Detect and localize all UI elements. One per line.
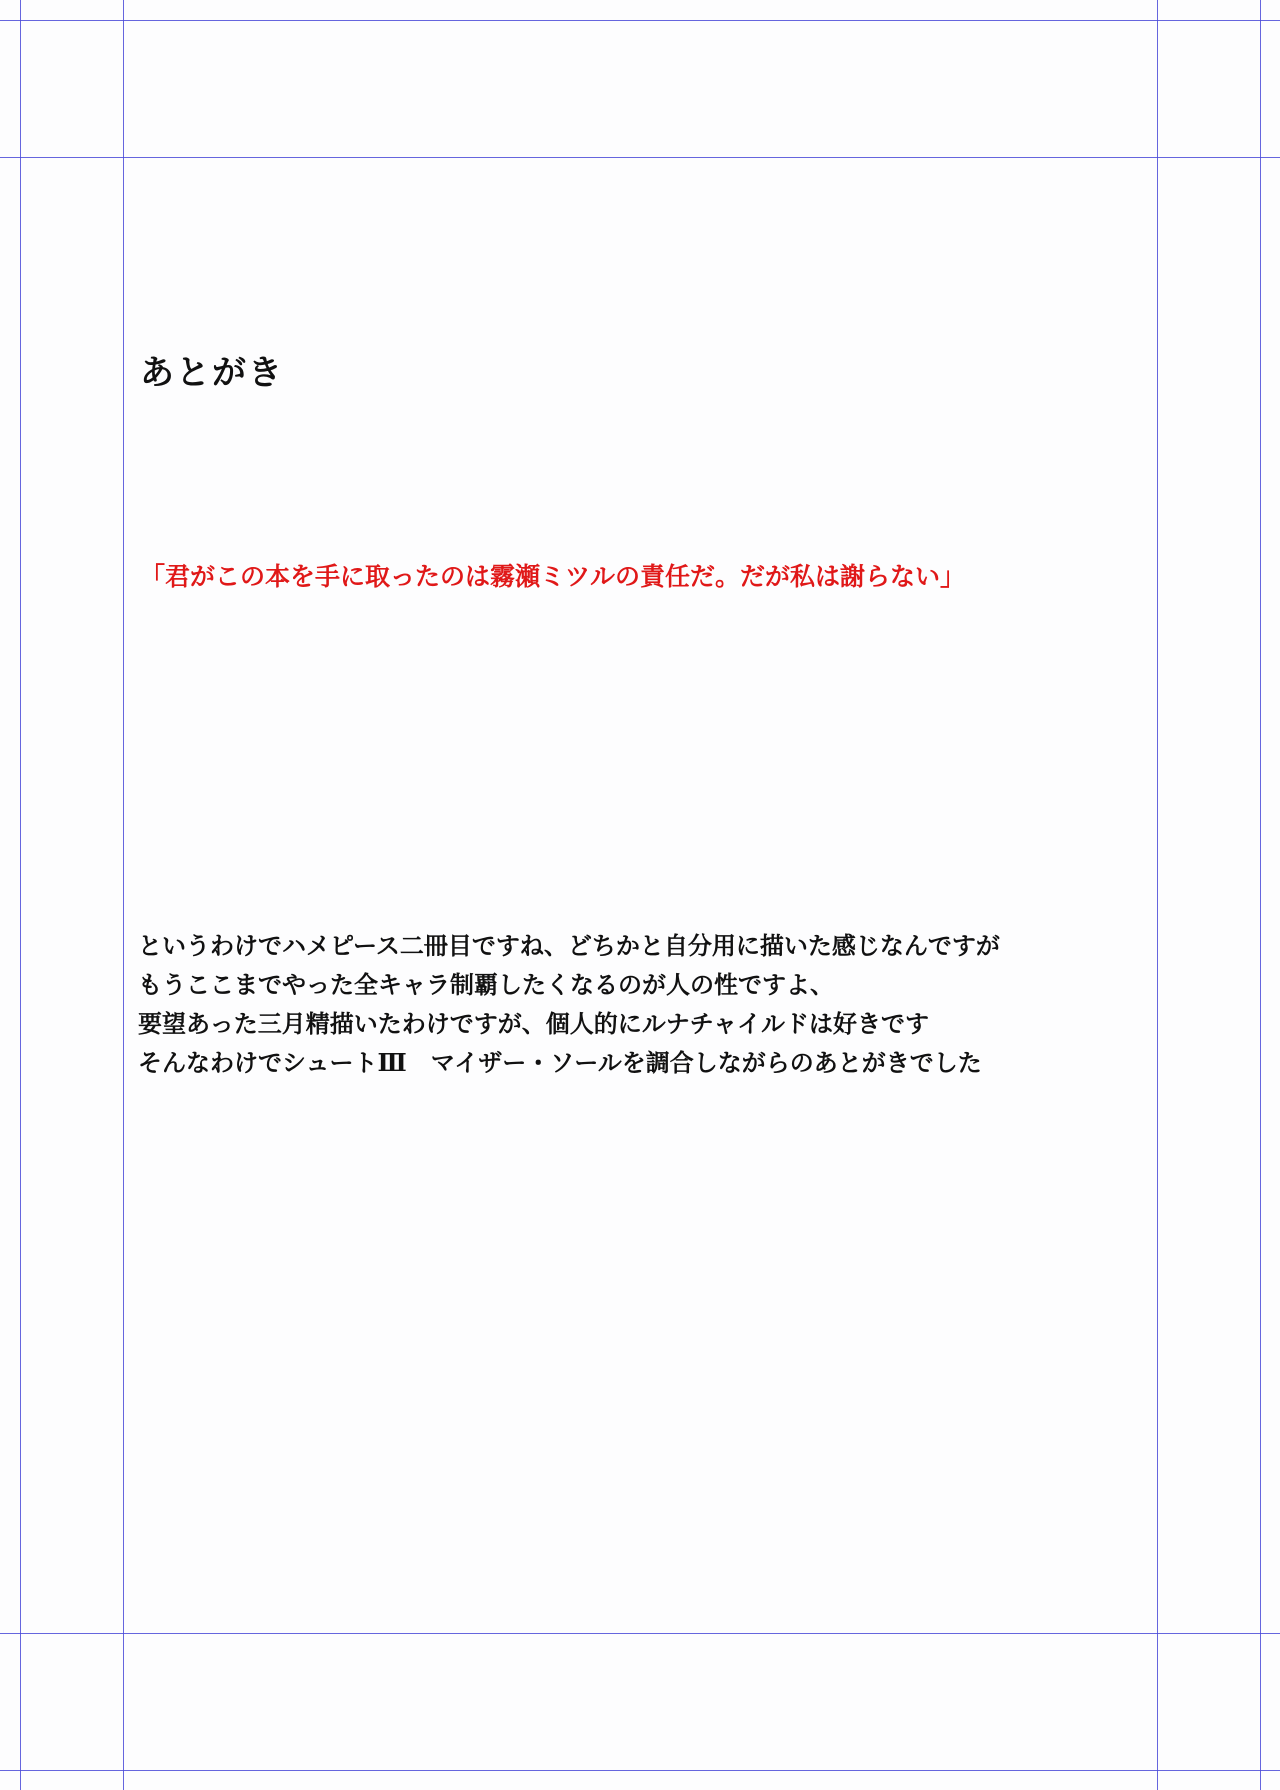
guide-line-top-outer [0,20,1280,21]
page-title: あとがき [140,353,284,393]
body-line: というわけでハメピース二冊目ですね、どちかと自分用に描いた感じなんですが [138,931,1000,960]
body-line: もうここまでやった全キャラ制覇したくなるのが人の性ですよ、 [138,970,834,999]
guide-line-left-outer [20,0,21,1790]
guide-line-top-inner [0,157,1280,158]
guide-line-right-outer [1260,0,1261,1790]
guide-line-bottom-outer [0,1770,1280,1771]
afterword-body [138,926,1000,1082]
guide-line-right-inner [1157,0,1158,1790]
guide-line-left-inner [123,0,124,1790]
body-line: 要望あった三月精描いたわけですが、個人的にルナチャイルドは好きです [138,1009,930,1038]
body-line: そんなわけでシュートⅢ マイザー・ソールを調合しながらのあとがきでした [138,1048,982,1077]
quote-text: 「君がこの本を手に取ったのは霧瀬ミツルの責任だ。だが私は謝らない」 [140,562,966,591]
guide-line-bottom-inner [0,1633,1280,1634]
